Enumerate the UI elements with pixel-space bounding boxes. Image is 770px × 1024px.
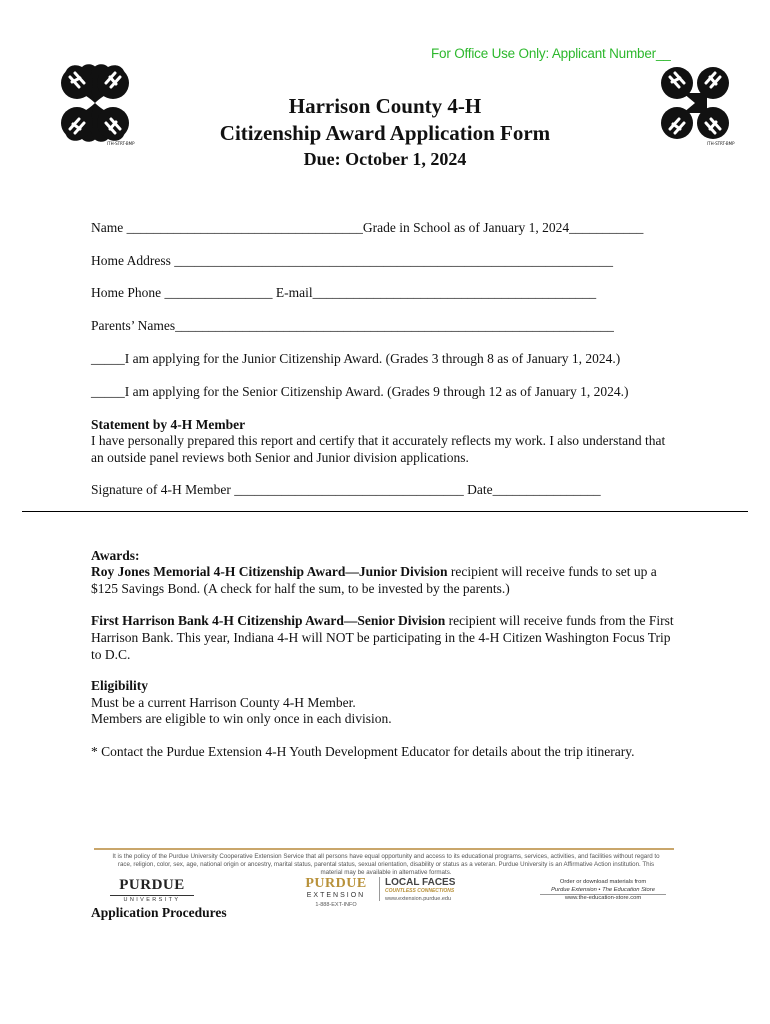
home-address-field[interactable]: Home Address _________________________________________________________________ (91, 253, 613, 268)
order-line3: www.the-education-store.com (540, 894, 666, 903)
page-title-line1: Harrison County 4-H (288, 94, 482, 118)
name-grade-field[interactable]: Name ___________________________________Grade in School as of January 1, 2024___________ (91, 220, 644, 235)
section-divider (22, 511, 748, 512)
order-line2: Purdue Extension • The Education Store (551, 886, 655, 893)
due-date: Due: October 1, 2024 (303, 149, 467, 169)
countless-connections-text: COUNTLESS CONNECTIONS (385, 888, 455, 894)
eligibility-line2: Members are eligible to win only once in each division. (91, 711, 392, 726)
education-store-block (540, 879, 666, 903)
senior-award-checkline[interactable]: _____I am applying for the Senior Citizenship Award. (Grades 9 through 12 as of January 1, 2024.) (91, 384, 629, 399)
order-line1: Order or download materials from (559, 879, 647, 885)
statement-heading: Statement by 4-H Member (91, 417, 246, 432)
emblem-text: ITH-STRT-BMP (107, 141, 135, 145)
junior-award-title: Roy Jones Memorial 4-H Citizenship Award—Junior Division (91, 564, 448, 579)
ext-logo-sub: EXTENSION (306, 892, 366, 899)
parents-names-field[interactable]: Parents’ Names_________________________________________________________________ (91, 318, 614, 333)
emblem-text-right: ITH-STRT-BMP (707, 141, 735, 145)
extension-website: www.extension.purdue.edu (385, 896, 452, 902)
purdue-logo-sub: UNIVERSITY (110, 895, 194, 903)
application-procedures-heading: Application Procedures (91, 905, 227, 920)
signature-date-field[interactable]: Signature of 4-H Member __________________________________ Date________________ (91, 482, 601, 497)
phone-email-field[interactable]: Home Phone ________________ E-mail__________________________________________ (91, 285, 597, 300)
senior-award-title: First Harrison Bank 4-H Citizenship Award—Senior Division (91, 613, 446, 628)
awards-heading: Awards: (91, 548, 140, 563)
local-faces-logo (385, 877, 475, 902)
purdue-logo-text: PURDUE (119, 877, 185, 893)
page-title-line2: Citizenship Award Application Form (219, 121, 551, 145)
statement-text: I have personally prepared this report and certify that it accurately reflects my work. I also understand that an outside panel reviews both Senior and Junior division applications. (91, 433, 666, 465)
eligibility-line1: Must be a current Harrison County 4-H Member. (91, 695, 356, 710)
contact-note: * Contact the Purdue Extension 4-H Youth Development Educator for details about the trip itinerary. (91, 744, 635, 759)
eligibility-heading: Eligibility (91, 678, 149, 693)
office-use-label: For Office Use Only: Applicant Number__ (431, 46, 671, 61)
ext-logo-text: PURDUE (305, 876, 367, 891)
junior-award-checkline[interactable]: _____I am applying for the Junior Citizenship Award. (Grades 3 through 8 as of January 1, 2024.) (91, 351, 621, 366)
senior-award-text: recipient will receive funds from the First Harrison Bank. This year, Indiana 4-H will NOT be participating in the 4-H Citizen Washington Focus Trip to D.C. (91, 613, 674, 662)
junior-award-text: recipient will receive funds to set up a $125 Savings Bond. (A check for half the sum, to be invested by the parents.) (91, 564, 657, 596)
footer-rule (94, 848, 674, 850)
local-faces-text: LOCAL FACES (385, 877, 456, 888)
footer-disclaimer: It is the policy of the Purdue University Cooperative Extension Service that all persons have equal opportunity and access to its educational programs, services, activities, and facilities without regard to race, religion, color, sex, age, national origin or ancestry, marital status, parental status, sexual orientation, disability or status as a veteran. Purdue University is an Affirmative Action institution. This material may be available in alternative formats. (112, 853, 660, 877)
junior-award-paragraph (91, 563, 681, 597)
purdue-university-logo (110, 877, 194, 903)
senior-award-paragraph (91, 612, 681, 663)
ext-phone: 1-888-EXT-INFO (315, 902, 357, 908)
footer-divider (379, 877, 380, 901)
